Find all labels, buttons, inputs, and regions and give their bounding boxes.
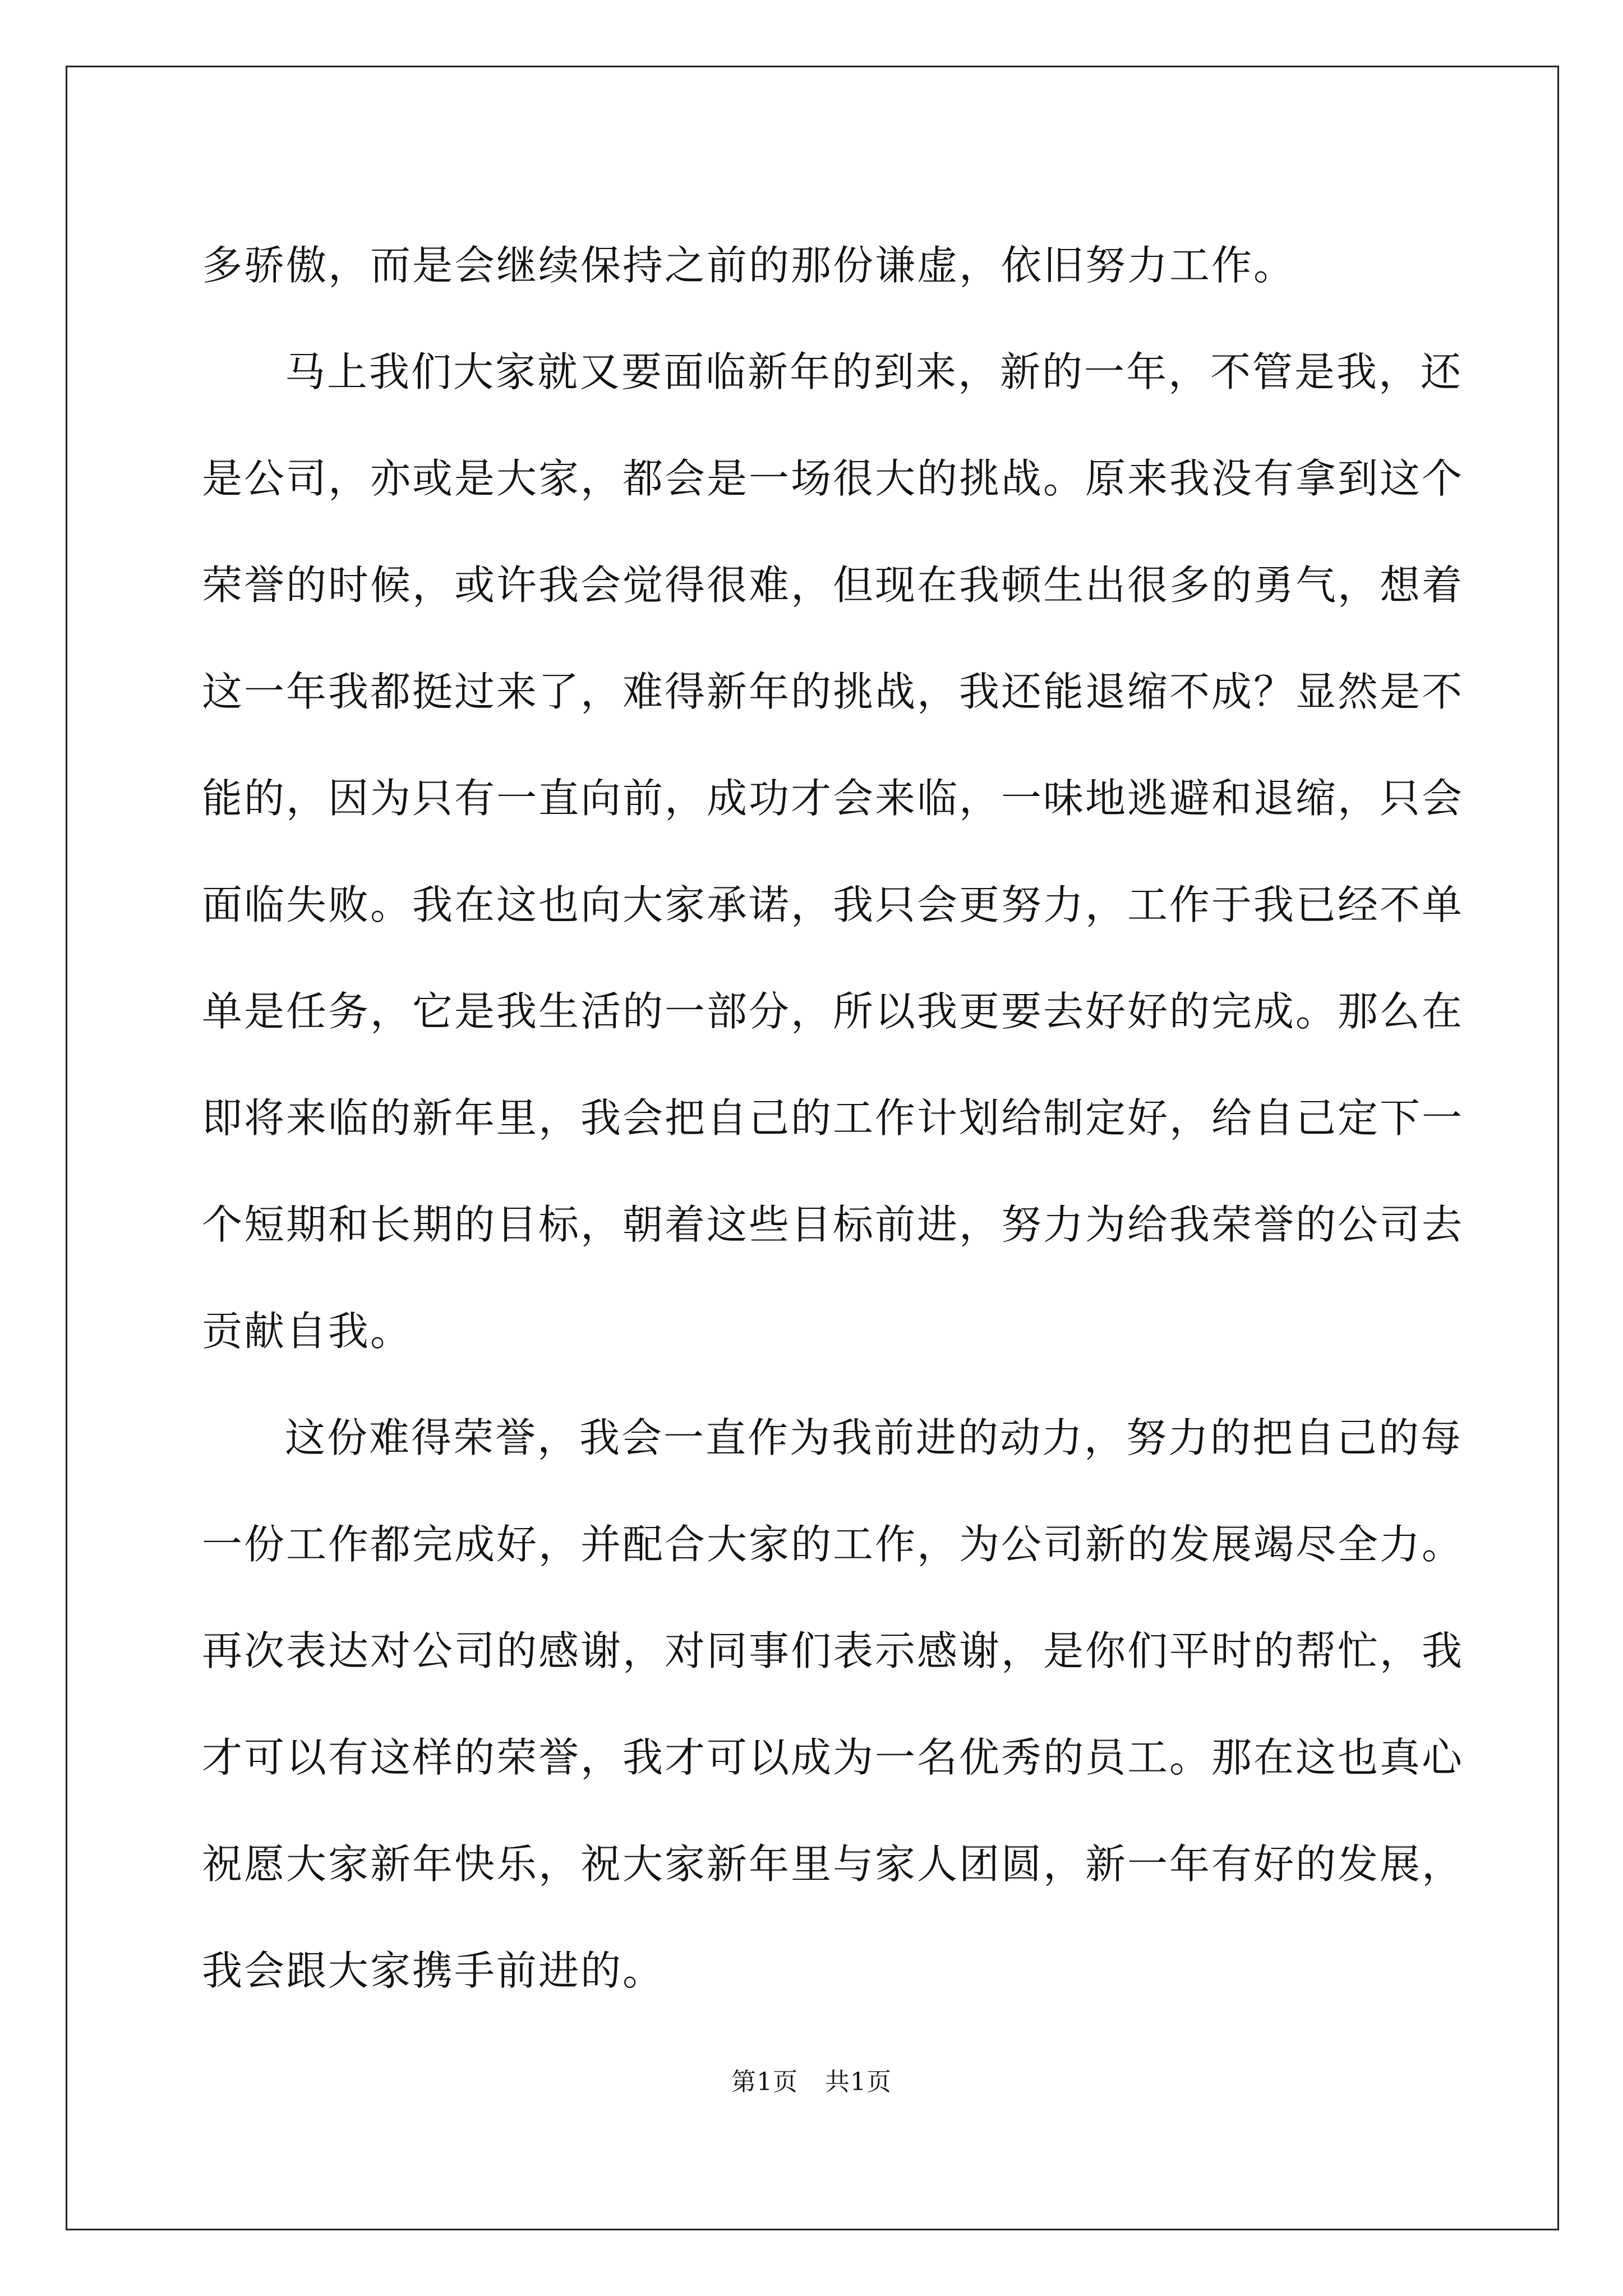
paragraph bbox=[202, 1384, 1464, 2024]
text-line: 再次表达对公司的感谢，对同事们表示感谢，是你们平时的帮忙，我 bbox=[202, 1627, 1464, 1674]
text-line: 面临失败。我在这也向大家承诺，我只会更努力，工作于我已经不单 bbox=[202, 881, 1464, 928]
paragraph bbox=[202, 212, 1433, 319]
text-line: 一份工作都完成好，并配合大家的工作，为公司新的发展竭尽全力。 bbox=[202, 1521, 1464, 1568]
page-footer bbox=[0, 2062, 1623, 2097]
text-line: 即将来临的新年里，我会把自己的工作计划给制定好，给自己定下一 bbox=[202, 1094, 1464, 1142]
text-line: 单是任务，它是我生活的一部分，所以我更要去好好的完成。那么在 bbox=[202, 988, 1464, 1035]
text-line: 这份难得荣誉，我会一直作为我前进的动力，努力的把自己的每 bbox=[285, 1414, 1463, 1461]
page-number-total: 共1页 bbox=[825, 2068, 892, 2096]
text-line: 贡献自我。 bbox=[202, 1308, 413, 1355]
text-line: 祝愿大家新年快乐，祝大家新年里与家人团圆，新一年有好的发展， bbox=[202, 1841, 1464, 1888]
text-line: 多骄傲，而是会继续保持之前的那份谦虚，依旧努力工作。 bbox=[202, 242, 1296, 289]
text-line: 马上我们大家就又要面临新年的到来，新的一年，不管是我，还 bbox=[285, 348, 1463, 395]
text-line: 我会跟大家携手前进的。 bbox=[202, 1947, 665, 1994]
paragraph bbox=[202, 319, 1464, 1384]
text-line: 荣誉的时候，或许我会觉得很难，但现在我顿生出很多的勇气，想着 bbox=[202, 562, 1464, 609]
text-line: 个短期和长期的目标，朝着这些目标前进，努力为给我荣誉的公司去 bbox=[202, 1201, 1464, 1248]
text-line: 才可以有这样的荣誉，我才可以成为一名优秀的员工。那在这也真心 bbox=[202, 1734, 1464, 1781]
page-number-current: 第1页 bbox=[731, 2068, 798, 2096]
text-line: 能的，因为只有一直向前，成功才会来临，一味地逃避和退缩，只会 bbox=[202, 775, 1464, 822]
document-body bbox=[202, 212, 1464, 2024]
text-line: 这一年我都挺过来了，难得新年的挑战，我还能退缩不成？显然是不 bbox=[202, 668, 1464, 715]
text-line: 是公司，亦或是大家，都会是一场很大的挑战。原来我没有拿到这个 bbox=[202, 455, 1464, 502]
